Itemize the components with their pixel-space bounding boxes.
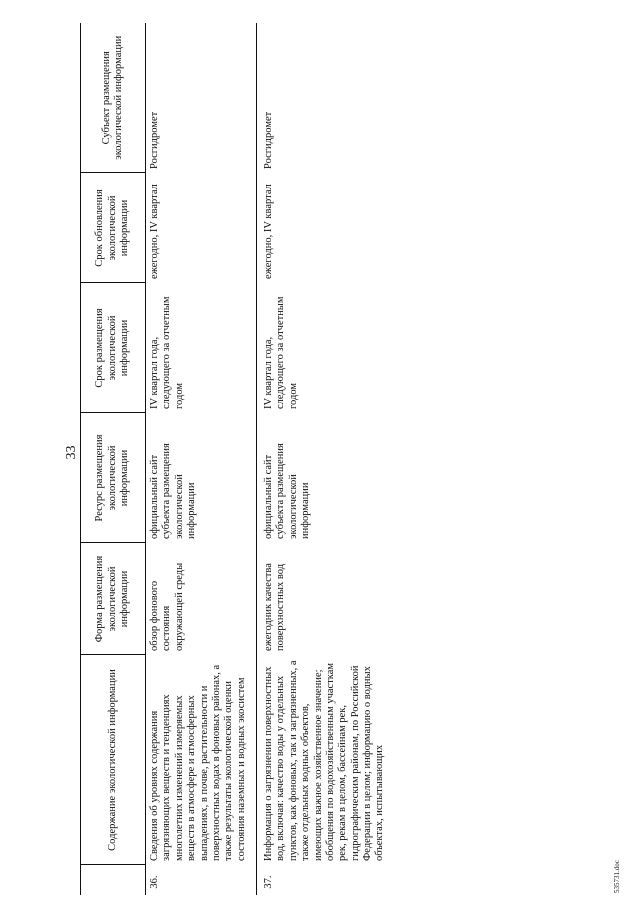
row-resource: официальный сайт субъекта размещения экологической информации bbox=[257, 413, 390, 543]
header-resource: Ресурс размещения экологической информации bbox=[81, 413, 146, 543]
row-resource: официальный сайт субъекта размещения экологической информации bbox=[149, 443, 198, 539]
header-update-period: Срок обновления экологической информации bbox=[81, 173, 146, 283]
row-content: Сведения об уровнях содержания загрязняющих веществ и тенденциях многолетних изменений измеряемых веществ в атмосфере и атмосферных выпадениях, в почве, растительности и поверхностных водах в фоновых районах, а также результаты экологической оценки состояния наземных и водных экосистем bbox=[149, 664, 247, 861]
document-id: 535731.doc bbox=[613, 860, 621, 893]
header-subject: Субъект размещения экологической информации bbox=[81, 23, 146, 173]
row-update-period: ежегодно, IV квартал bbox=[257, 173, 390, 283]
header-number bbox=[81, 865, 146, 895]
table-header-row bbox=[81, 23, 146, 895]
environmental-info-table bbox=[80, 23, 390, 895]
row-placement-period: IV квартал года, следующего за отчетным годом bbox=[149, 296, 185, 409]
row-subject: Росгидромет bbox=[149, 111, 160, 169]
row-number: 37. bbox=[257, 865, 390, 895]
header-form: Форма размещения экологической информации bbox=[81, 543, 146, 655]
row-content: Информация о загрязнении поверхностных вод, включая: качество воды у отдельных пунктов, как фоновых, так и загрязненных, а также отдельных водных объектов, имеющих важное хозяйственное значение; обобщения по водохозяйственным участкам рек, рекам в целом, бассейнам рек, гидрографическим районам, по Российской Федерации в целом; информацию о водных объектах, испытывающих bbox=[257, 655, 390, 865]
row-form: ежегодник качества поверхностных вод bbox=[257, 543, 390, 655]
table-row bbox=[146, 23, 257, 895]
row-update-period: ежегодно, IV квартал bbox=[149, 184, 160, 279]
row-number: 36. bbox=[149, 875, 160, 889]
header-content: Содержание экологической информации bbox=[81, 655, 146, 865]
row-form: обзор фонового состояния окружающей среды bbox=[149, 562, 185, 651]
row-subject: Росгидромет bbox=[257, 23, 390, 173]
row-placement-period: IV квартал года, следующего за отчетным годом bbox=[257, 283, 390, 413]
table-row bbox=[257, 23, 390, 895]
page-number: 33 bbox=[64, 445, 79, 460]
header-placement-period: Срок размещения экологической информации bbox=[81, 283, 146, 413]
